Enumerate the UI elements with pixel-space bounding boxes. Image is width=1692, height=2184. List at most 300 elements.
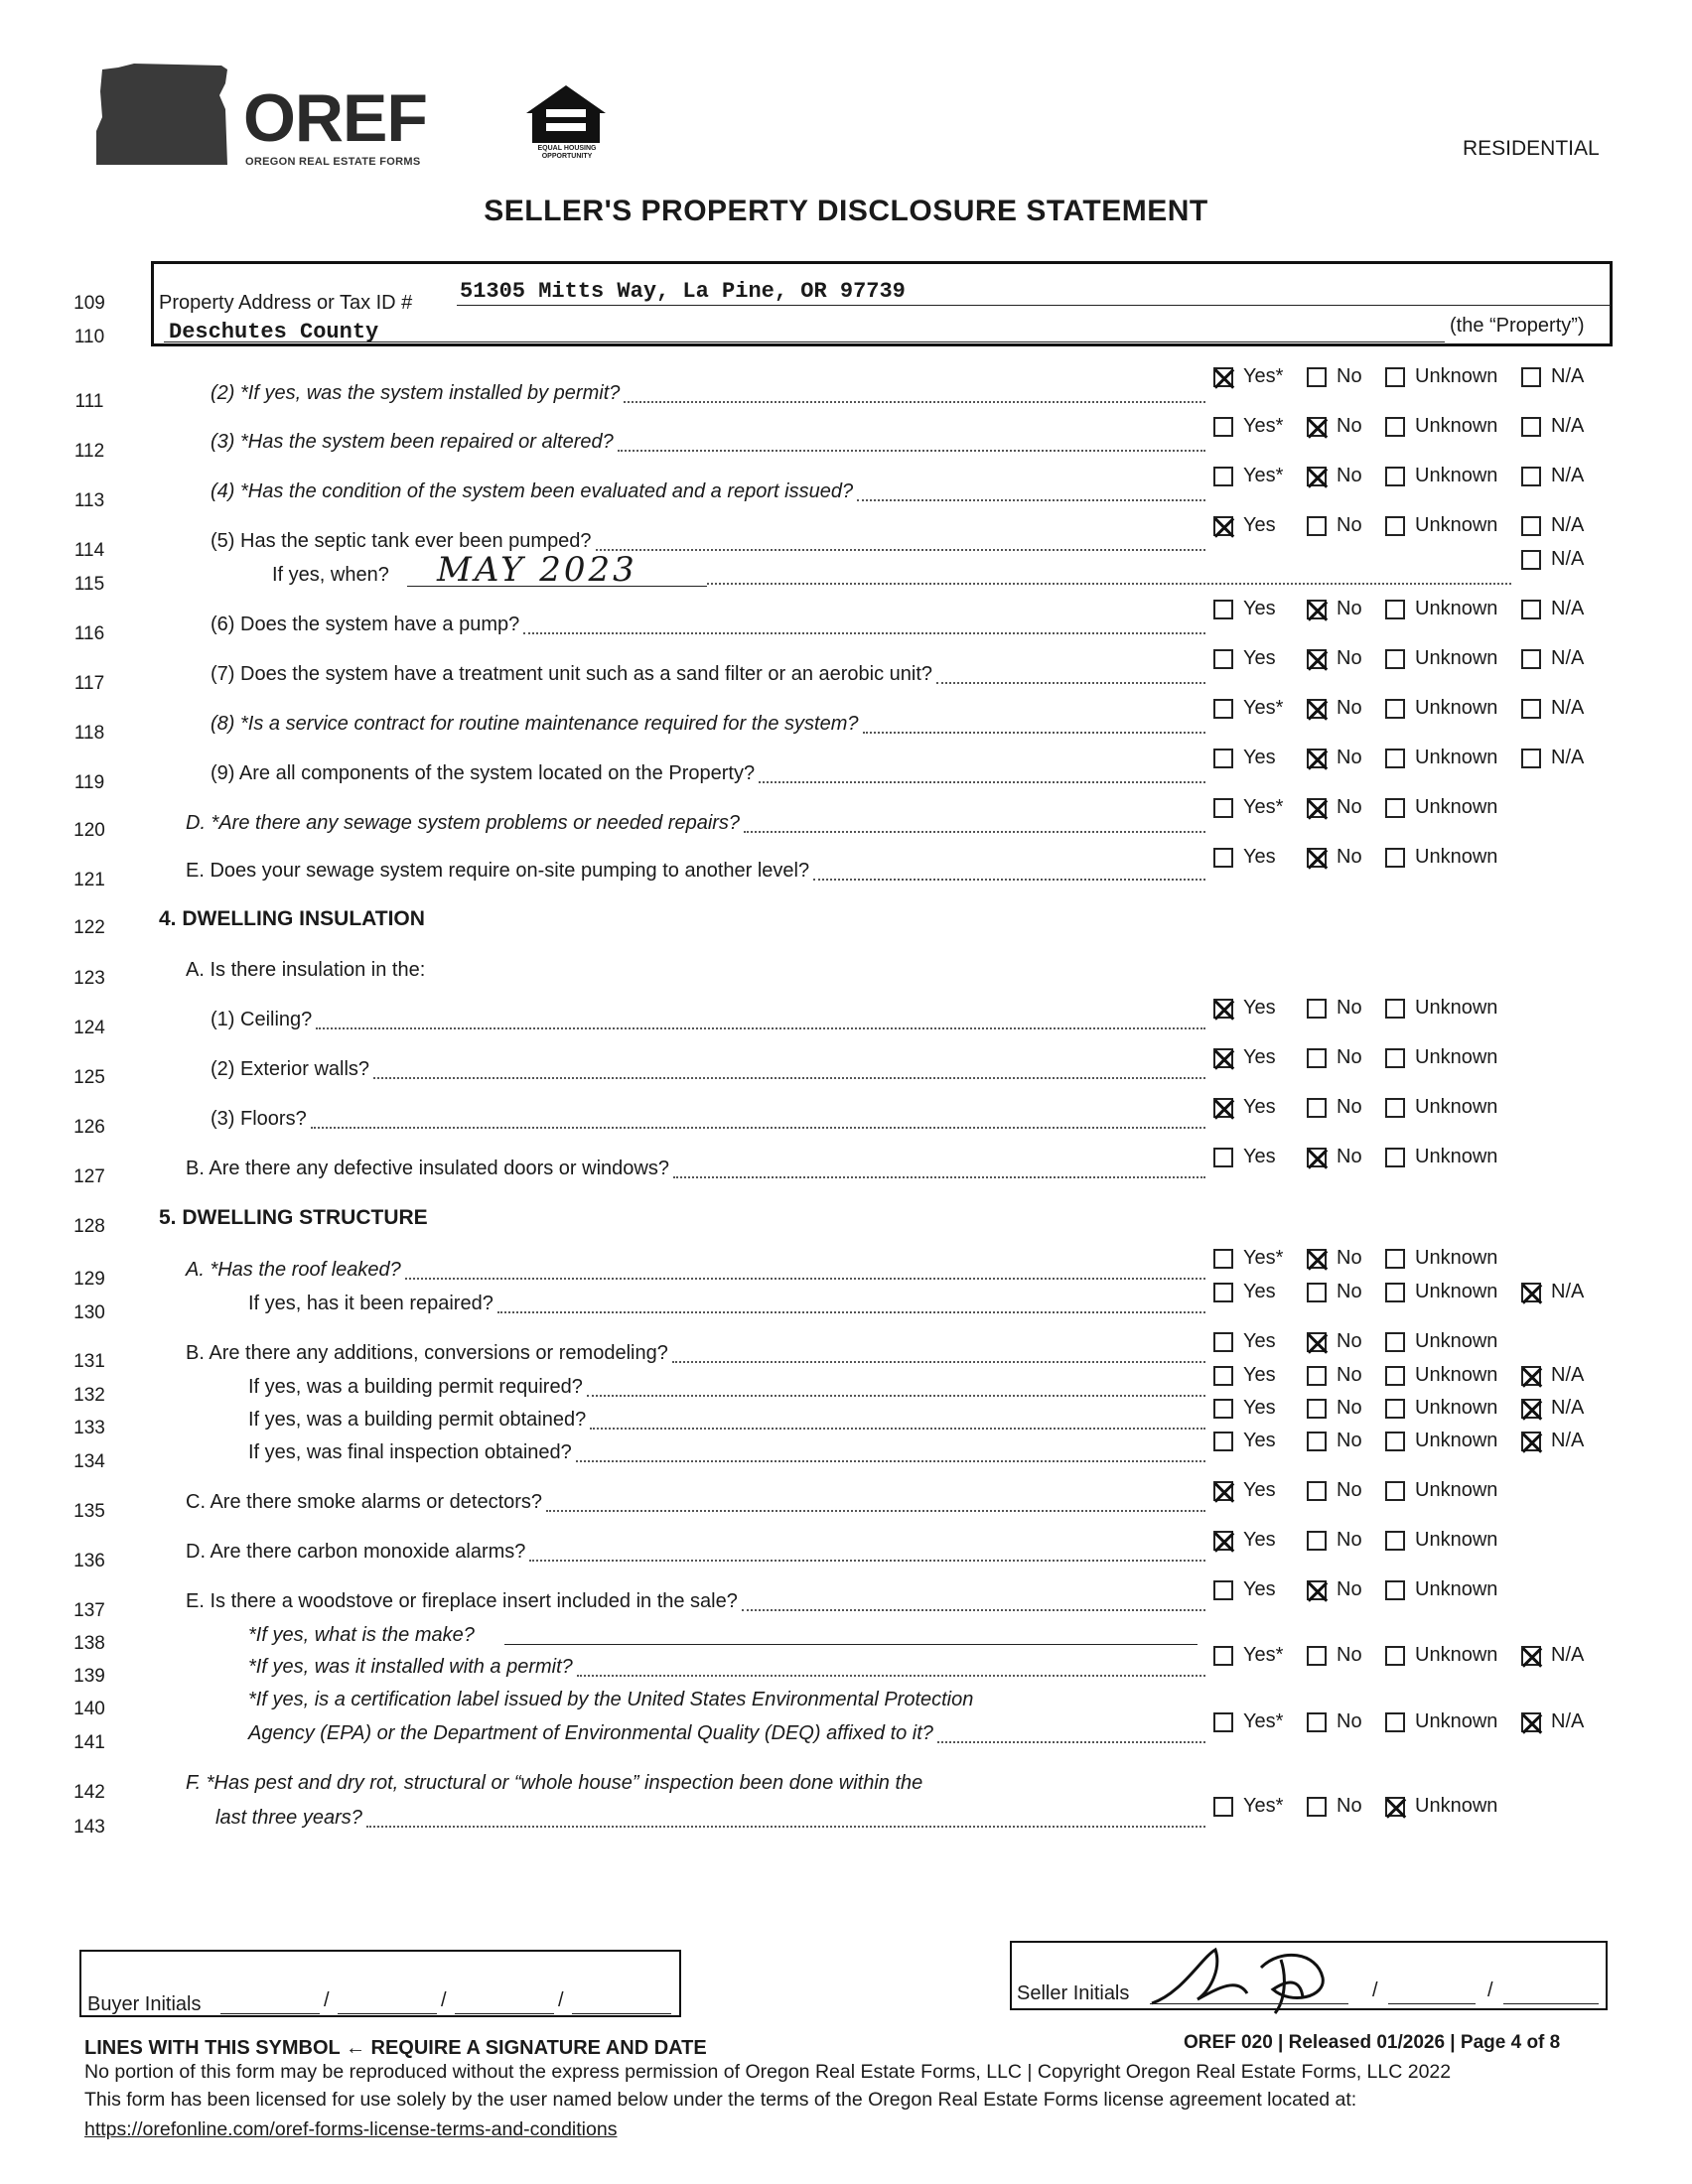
property-suffix: (the “Property”) [1450,315,1585,337]
oregon-state-logo [94,62,235,169]
seller-initials-signature [1142,1938,1380,2017]
checkbox-yes-q118[interactable] [1213,699,1233,719]
checkbox-na-q111[interactable] [1521,367,1541,387]
option-label: No [1337,697,1362,719]
checkbox-yes-q111[interactable] [1213,367,1233,387]
buyer-initials-field-1[interactable] [220,2013,320,2014]
option-label: Yes [1243,1281,1276,1302]
option-label: No [1337,465,1362,486]
question-q126: (3) Floors? [211,1108,307,1130]
checkbox-yes-q139[interactable] [1213,1646,1233,1666]
option-label: No [1337,514,1362,536]
leader-dots [529,1560,1205,1562]
oref-logo-text: OREF [243,80,427,156]
option-label: Unknown [1415,1430,1498,1451]
line-number: 131 [73,1351,105,1372]
leader-dots [587,1395,1205,1397]
question-q113: (4) *Has the condition of the system been evaluated and a report issued? [211,480,854,502]
checkbox-no-q131[interactable] [1307,1332,1327,1352]
buyer-initials-field-3[interactable] [455,2013,554,2014]
checkbox-no-q137[interactable] [1307,1580,1327,1600]
question-q136: D. Are there carbon monoxide alarms? [186,1541,526,1563]
leader-dots [311,1127,1205,1129]
option-label: No [1337,1644,1362,1666]
checkbox-unknown-q116[interactable] [1385,600,1405,619]
buyer-initials-field-4[interactable] [572,2013,671,2014]
checkbox-unknown-q118[interactable] [1385,699,1405,719]
option-label: Unknown [1415,1046,1498,1068]
option-label: N/A [1551,747,1585,768]
checkbox-unknown-q137[interactable] [1385,1580,1405,1600]
checkbox-unknown-q130[interactable] [1385,1283,1405,1302]
checkbox-unknown-q113[interactable] [1385,467,1405,486]
option-label: N/A [1551,1430,1585,1451]
license-notice: This form has been licensed for use solely by the user named below under the terms of the Oregon Real Estate Forms license agreement located at: [84,2089,1357,2111]
leader-dots [497,1311,1205,1313]
question-q116: (6) Does the system have a pump? [211,614,520,635]
checkbox-na-q116[interactable] [1521,600,1541,619]
checkbox-no-q125[interactable] [1307,1048,1327,1068]
checkbox-na-q119[interactable] [1521,749,1541,768]
checkbox-yes-q125[interactable] [1213,1048,1233,1068]
line-number: 119 [73,772,105,793]
option-label: Unknown [1415,1397,1498,1419]
checkbox-unknown-q143[interactable] [1385,1797,1405,1817]
option-label: Yes [1243,1397,1276,1419]
leader-dots [576,1460,1205,1462]
checkbox-no-q114[interactable] [1307,516,1327,536]
question-q133: If yes, was a building permit obtained? [248,1409,587,1431]
checkbox-yes-q124[interactable] [1213,999,1233,1019]
checkbox-unknown-q126[interactable] [1385,1098,1405,1118]
checkbox-na-q113[interactable] [1521,467,1541,486]
checkbox-no-q139[interactable] [1307,1646,1327,1666]
checkbox-yes-q132[interactable] [1213,1366,1233,1386]
line-number: 130 [73,1302,105,1323]
checkbox-no-q126[interactable] [1307,1098,1327,1118]
line-number: 118 [73,723,105,744]
leader-dots [316,1027,1205,1029]
option-label: Yes [1243,997,1276,1019]
option-label: Yes* [1243,1644,1284,1666]
option-label: Yes [1243,647,1276,669]
question-q123: A. Is there insulation in the: [186,959,426,981]
checkbox-yes-q121[interactable] [1213,848,1233,868]
checkbox-yes-q117[interactable] [1213,649,1233,669]
septic-date-underline [407,586,707,587]
checkbox-unknown-q135[interactable] [1385,1481,1405,1501]
leader-dots [937,1741,1205,1743]
checkbox-na-q112[interactable] [1521,417,1541,437]
option-label: No [1337,747,1362,768]
question-q118: (8) *Is a service contract for routine maintenance required for the system? [211,713,859,735]
checkbox-no-q121[interactable] [1307,848,1327,868]
option-label: N/A [1551,647,1585,669]
option-label: Unknown [1415,1146,1498,1167]
option-label: Unknown [1415,1710,1498,1732]
checkbox-yes-q126[interactable] [1213,1098,1233,1118]
checkbox-yes-q137[interactable] [1213,1580,1233,1600]
checkbox-yes-q131[interactable] [1213,1332,1233,1352]
question-q130: If yes, has it been repaired? [248,1293,494,1314]
checkbox-no-q120[interactable] [1307,798,1327,818]
checkbox-na-q117[interactable] [1521,649,1541,669]
option-label: N/A [1551,1281,1585,1302]
question-q120: D. *Are there any sewage system problems or needed repairs? [186,812,741,834]
option-label: N/A [1551,415,1585,437]
question-q139: *If yes, was it installed with a permit? [248,1656,573,1678]
leader-dots [707,583,1511,585]
line-number: 143 [73,1817,105,1838]
line-number: 110 [73,327,105,347]
line-number: 139 [73,1666,105,1687]
line-number: 121 [73,870,105,890]
leader-dots [590,1428,1205,1430]
leader-dots [863,732,1205,734]
checkbox-unknown-q136[interactable] [1385,1531,1405,1551]
checkbox-unknown-q139[interactable] [1385,1646,1405,1666]
option-label: N/A [1551,1644,1585,1666]
checkbox-no-q136[interactable] [1307,1531,1327,1551]
option-label: No [1337,1795,1362,1817]
septic-pumped-date[interactable]: MAY 2023 [437,550,637,590]
line-number: 120 [73,820,105,841]
option-label: N/A [1551,1710,1585,1732]
checkbox-unknown-q134[interactable] [1385,1432,1405,1451]
option-label: N/A [1551,697,1585,719]
checkbox-yes-q134[interactable] [1213,1432,1233,1451]
option-label: Unknown [1415,796,1498,818]
checkbox-no-q143[interactable] [1307,1797,1327,1817]
option-label: N/A [1551,1397,1585,1419]
form-type-label: RESIDENTIAL [1463,137,1600,160]
checkbox-unknown-q132[interactable] [1385,1366,1405,1386]
checkbox-na-q133[interactable] [1521,1399,1541,1419]
checkbox-na-q114[interactable] [1521,516,1541,536]
checkbox-na-q130[interactable] [1521,1283,1541,1302]
checkbox-yes-q120[interactable] [1213,798,1233,818]
option-label: No [1337,1146,1362,1167]
line-number: 128 [73,1216,105,1237]
option-label: No [1337,1710,1362,1732]
copyright-notice: No portion of this form may be reproduced without the express permission of Oregon Real Estate Forms, LLC | Copyright Oregon Real Estate Forms, LLC 2022 [84,2061,1452,2083]
leader-dots [936,682,1205,684]
checkbox-no-q134[interactable] [1307,1432,1327,1451]
initials-separator: / [441,1989,447,2011]
checkbox-unknown-q117[interactable] [1385,649,1405,669]
checkbox-unknown-q111[interactable] [1385,367,1405,387]
option-label: No [1337,796,1362,818]
question-q134: If yes, was final inspection obtained? [248,1441,572,1463]
option-label: Unknown [1415,1795,1498,1817]
option-label: Yes [1243,514,1276,536]
equal-housing-text: EQUAL HOUSING OPPORTUNITY [537,145,597,160]
buyer-initials-label: Buyer Initials [87,1993,202,2015]
line-number: 115 [73,574,105,595]
question-q124: (1) Ceiling? [211,1009,313,1030]
option-label: Yes [1243,1046,1276,1068]
checkbox-na-q134[interactable] [1521,1432,1541,1451]
option-label: Unknown [1415,1247,1498,1269]
option-label: No [1337,1479,1362,1501]
option-label: No [1337,1397,1362,1419]
checkbox-no-q127[interactable] [1307,1148,1327,1167]
checkbox-no-q116[interactable] [1307,600,1327,619]
checkbox-yes-q112[interactable] [1213,417,1233,437]
checkbox-no-q118[interactable] [1307,699,1327,719]
checkbox-no-q133[interactable] [1307,1399,1327,1419]
checkbox-unknown-q120[interactable] [1385,798,1405,818]
line-number: 134 [73,1451,105,1472]
question-q119: (9) Are all components of the system located on the Property? [211,762,756,784]
option-label: No [1337,1046,1362,1068]
question-q132: If yes, was a building permit required? [248,1376,583,1398]
option-label: N/A [1551,514,1585,536]
checkbox-yes-q116[interactable] [1213,600,1233,619]
checkbox-yes-q141[interactable] [1213,1712,1233,1732]
option-label: Yes [1243,598,1276,619]
leader-dots [596,549,1205,551]
checkbox-yes-q114[interactable] [1213,516,1233,536]
checkbox-yes-q136[interactable] [1213,1531,1233,1551]
checkbox-unknown-q124[interactable] [1385,999,1405,1019]
leader-dots [618,450,1205,452]
section-heading: 5. DWELLING STRUCTURE [159,1206,428,1229]
checkbox-yes-q133[interactable] [1213,1399,1233,1419]
checkbox-yes-q127[interactable] [1213,1148,1233,1167]
leader-dots [546,1510,1205,1512]
line-number: 122 [73,917,105,938]
checkbox-no-q132[interactable] [1307,1366,1327,1386]
question-q131: B. Are there any additions, conversions or remodeling? [186,1342,668,1364]
question-q121: E. Does your sewage system require on-site pumping to another level? [186,860,810,882]
option-label: Yes* [1243,415,1284,437]
line-number: 138 [73,1633,105,1654]
checkbox-no-q124[interactable] [1307,999,1327,1019]
option-label: Unknown [1415,415,1498,437]
checkbox-unknown-q114[interactable] [1385,516,1405,536]
option-label: Yes* [1243,1710,1284,1732]
option-label: No [1337,1247,1362,1269]
option-label: Yes [1243,1364,1276,1386]
checkbox-unknown-q133[interactable] [1385,1399,1405,1419]
option-label: N/A [1551,465,1585,486]
checkbox-unknown-q125[interactable] [1385,1048,1405,1068]
question-q142: F. *Has pest and dry rot, structural or “whole house” inspection been done within the [186,1772,923,1794]
question-q140: *If yes, is a certification label issued by the United States Environmental Protection [248,1689,974,1710]
line-number: 129 [73,1269,105,1290]
checkbox-na-q132[interactable] [1521,1366,1541,1386]
option-label: Unknown [1415,598,1498,619]
checkbox-unknown-q112[interactable] [1385,417,1405,437]
line-number: 136 [73,1551,105,1571]
leader-dots [672,1361,1205,1363]
checkbox-no-q117[interactable] [1307,649,1327,669]
option-label: No [1337,846,1362,868]
initials-separator: / [1487,1979,1493,2001]
checkbox-unknown-q127[interactable] [1385,1148,1405,1167]
option-label: No [1337,598,1362,619]
option-label: Yes [1243,1529,1276,1551]
option-label: N/A [1551,365,1585,387]
checkbox-unknown-q119[interactable] [1385,749,1405,768]
leader-dots [523,632,1205,634]
address-underline [457,305,1611,306]
option-label: Yes [1243,1479,1276,1501]
form-code: OREF 020 | Released 01/2026 | Page 4 of 8 [1184,2032,1561,2053]
question-q117: (7) Does the system have a treatment unit such as a sand filter or an aerobic unit? [211,663,933,685]
option-label: Unknown [1415,1096,1498,1118]
buyer-initials-field-2[interactable] [338,2013,437,2014]
line-number: 141 [73,1732,105,1753]
line-number: 117 [73,673,105,694]
leader-dots [759,781,1205,783]
question-q141: Agency (EPA) or the Department of Environmental Quality (DEQ) affixed to it? [248,1722,933,1744]
initials-separator: / [1372,1979,1378,2001]
option-label: Unknown [1415,1479,1498,1501]
option-label: Unknown [1415,997,1498,1019]
question-q137: E. Is there a woodstove or fireplace insert included in the sale? [186,1590,738,1612]
initials-separator: / [558,1989,564,2011]
line-number: 127 [73,1166,105,1187]
option-label: Yes* [1243,365,1284,387]
line-number: 112 [73,441,105,462]
option-label: Yes [1243,1578,1276,1600]
checkbox-yes-q130[interactable] [1213,1283,1233,1302]
option-label: Yes* [1243,465,1284,486]
seller-initials-field-2[interactable] [1388,2003,1476,2004]
checkbox-no-q129[interactable] [1307,1249,1327,1269]
license-link[interactable]: https://orefonline.com/oref-forms-license-terms-and-conditions [84,2118,618,2140]
line-number: 116 [73,623,105,644]
county-underline [164,341,1445,342]
option-label: N/A [1551,548,1585,570]
checkbox-no-q113[interactable] [1307,467,1327,486]
line-number: 133 [73,1418,105,1438]
question-q125: (2) Exterior walls? [211,1058,370,1080]
leader-dots [673,1176,1205,1178]
woodstove-make-underline [504,1644,1198,1645]
option-label: No [1337,997,1362,1019]
leader-dots [624,401,1205,403]
option-label: No [1337,1281,1362,1302]
option-label: Yes* [1243,1795,1284,1817]
oref-logo-subtitle: OREGON REAL ESTATE FORMS [245,156,421,168]
checkbox-na-q118[interactable] [1521,699,1541,719]
seller-initials-field-1[interactable] [1150,2003,1348,2004]
option-label: Yes [1243,1146,1276,1167]
option-label: N/A [1551,1364,1585,1386]
option-label: No [1337,1330,1362,1352]
line-number: 132 [73,1385,105,1406]
line-number: 137 [73,1600,105,1621]
option-label: No [1337,1430,1362,1451]
option-label: Unknown [1415,697,1498,719]
question-q138: *If yes, what is the make? [248,1624,475,1646]
leader-dots [405,1278,1205,1280]
line-number: 123 [73,968,105,989]
option-label: No [1337,647,1362,669]
checkbox-yes-q143[interactable] [1213,1797,1233,1817]
seller-initials-label: Seller Initials [1017,1982,1130,2004]
option-label: No [1337,415,1362,437]
option-label: Yes* [1243,697,1284,719]
option-label: Unknown [1415,1578,1498,1600]
option-label: No [1337,365,1362,387]
option-label: Yes [1243,1096,1276,1118]
initials-separator: / [324,1989,330,2011]
checkbox-no-q135[interactable] [1307,1481,1327,1501]
seller-initials-field-3[interactable] [1503,2003,1599,2004]
checkbox-na-q139[interactable] [1521,1646,1541,1666]
checkbox-yes-q135[interactable] [1213,1481,1233,1501]
checkbox-no-q130[interactable] [1307,1283,1327,1302]
checkbox-no-q112[interactable] [1307,417,1327,437]
section-heading: 4. DWELLING INSULATION [159,907,425,930]
checkbox-yes-q129[interactable] [1213,1249,1233,1269]
line-number: 142 [73,1782,105,1803]
checkbox-yes-q113[interactable] [1213,467,1233,486]
line-number: 124 [73,1018,105,1038]
option-label: No [1337,1578,1362,1600]
question-q135: C. Are there smoke alarms or detectors? [186,1491,543,1513]
option-label: Yes* [1243,796,1284,818]
question-q112: (3) *Has the system been repaired or altered? [211,431,614,453]
checkbox-unknown-q131[interactable] [1385,1332,1405,1352]
checkbox-unknown-q121[interactable] [1385,848,1405,868]
leader-dots [813,879,1205,881]
option-label: Unknown [1415,846,1498,868]
question-q143: last three years? [215,1807,362,1829]
option-label: Yes [1243,747,1276,768]
leader-dots [577,1675,1205,1677]
option-label: Unknown [1415,747,1498,768]
question-q111: (2) *If yes, was the system installed by permit? [211,382,621,404]
option-label: Unknown [1415,1529,1498,1551]
option-label: Unknown [1415,1330,1498,1352]
question-q114: (5) Has the septic tank ever been pumped? [211,530,592,552]
checkbox-na-q141[interactable] [1521,1712,1541,1732]
property-address-label: Property Address or Tax ID # [159,292,413,314]
checkbox-no-q119[interactable] [1307,749,1327,768]
checkbox-yes-q119[interactable] [1213,749,1233,768]
option-label: N/A [1551,598,1585,619]
option-label: No [1337,1529,1362,1551]
line-number: 140 [73,1699,105,1719]
line-number: 125 [73,1067,105,1088]
question-q127: B. Are there any defective insulated doors or windows? [186,1158,669,1179]
checkbox-no-q111[interactable] [1307,367,1327,387]
question-q115: If yes, when? [272,564,389,586]
line-number: 126 [73,1117,105,1138]
checkbox-na-q115[interactable] [1521,550,1541,570]
checkbox-no-q141[interactable] [1307,1712,1327,1732]
property-address-value[interactable]: 51305 Mitts Way, La Pine, OR 97739 [460,279,906,304]
option-label: Unknown [1415,1364,1498,1386]
checkbox-unknown-q141[interactable] [1385,1712,1405,1732]
line-number: 114 [73,540,105,561]
property-county-value[interactable]: Deschutes County [169,320,379,344]
leader-dots [373,1077,1205,1079]
option-label: Unknown [1415,647,1498,669]
option-label: Yes [1243,846,1276,868]
leader-dots [744,831,1205,833]
line-number: 109 [73,293,105,314]
signature-requirement-note: LINES WITH THIS SYMBOL ← REQUIRE A SIGNATURE AND DATE [84,2037,707,2059]
option-label: Unknown [1415,1281,1498,1302]
checkbox-unknown-q129[interactable] [1385,1249,1405,1269]
option-label: Unknown [1415,1644,1498,1666]
